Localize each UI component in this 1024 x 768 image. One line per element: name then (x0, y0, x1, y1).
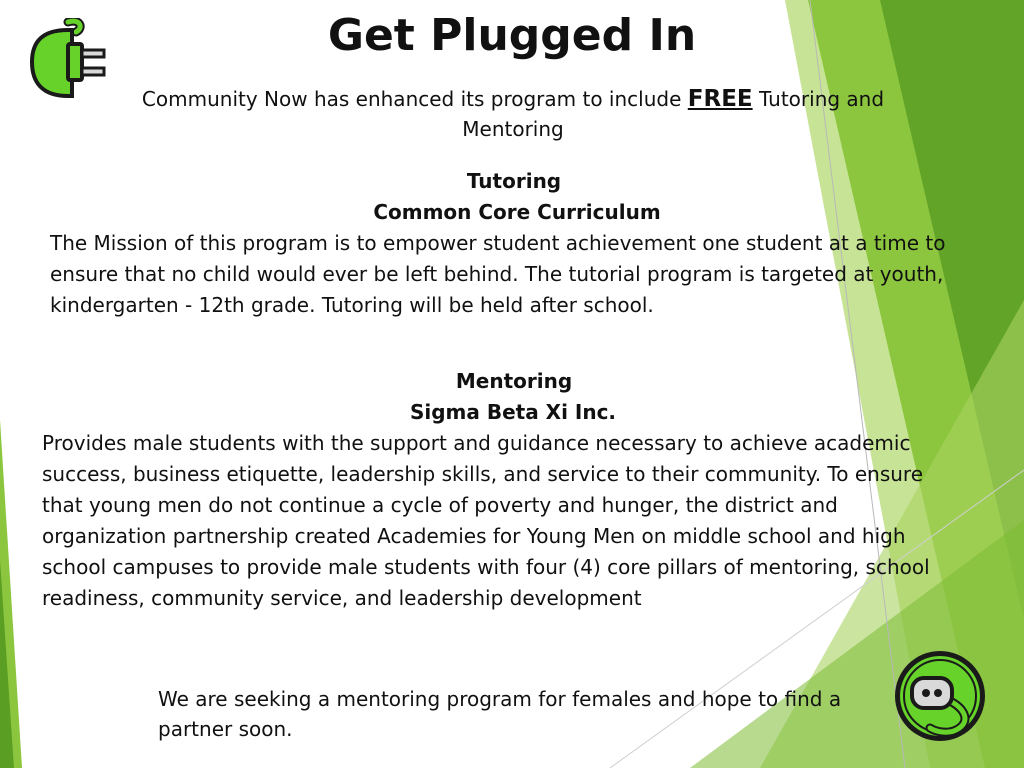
mentoring-subheading: Sigma Beta Xi Inc. (409, 400, 617, 424)
free-highlight: FREE (687, 86, 753, 112)
mentoring-heading: Mentoring (455, 369, 573, 393)
intro-prefix: Community Now has enhanced its program to include (141, 87, 682, 111)
page-title: Get Plugged In (327, 10, 697, 61)
plug-badge-icon (890, 648, 990, 744)
intro-text (110, 84, 916, 144)
tutoring-heading: Tutoring (466, 169, 562, 193)
tutoring-body: The Mission of this program is to empower student achievement one student at a time to ensure that no child would ever be left behind. The tutorial program is targeted at youth, kindergarten - 12th grade. Tutoring will be held after school. (50, 231, 946, 317)
mentoring-body: Provides male students with the support and guidance necessary to achieve academic success, business etiquette, leadership skills, and service to their community. To ensure that young men do not continue a cycle of poverty and hunger, the district and organization partnership created Academies for Young Men on middle school and high school campuses to provide male students with four (4) core pillars of mentoring, school readiness, community service, and leadership development (42, 431, 930, 610)
tutoring-subheading: Common Core Curriculum (373, 200, 661, 224)
closing-note: We are seeking a mentoring program for females and hope to find a partner soon. (158, 687, 842, 741)
intro-suffix: Tutoring and Mentoring (462, 87, 885, 141)
